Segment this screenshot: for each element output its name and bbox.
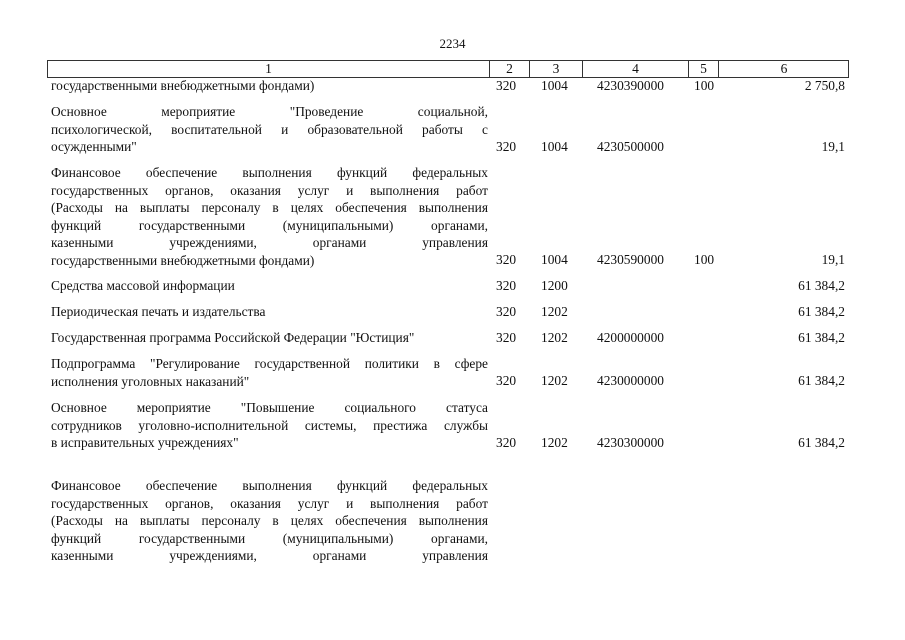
row-description <box>51 355 488 390</box>
row-description <box>51 77 488 95</box>
cell-target-article: 4230500000 <box>597 139 664 154</box>
description-line: Основное мероприятие "Проведение социальной, <box>51 104 488 119</box>
cell-amount: 61 384,2 <box>798 330 845 345</box>
description-line: государственными внебюджетными фондами) <box>51 78 315 93</box>
row-description <box>51 164 488 269</box>
cell-ministry: 320 <box>496 252 517 267</box>
header-col-5: 5 <box>688 61 718 77</box>
cell-target-article: 4200000000 <box>597 330 664 345</box>
cell-amount: 2 750,8 <box>804 78 845 93</box>
table-row <box>47 77 847 95</box>
cell-target-article: 4230590000 <box>597 252 664 267</box>
description-line: Средства массовой информации <box>51 278 235 293</box>
cell-section: 1202 <box>541 330 568 345</box>
cell-ministry: 320 <box>496 330 517 345</box>
cell-amount: 19,1 <box>821 139 845 154</box>
cell-ministry: 320 <box>496 435 517 450</box>
header-col-4: 4 <box>582 61 688 77</box>
cell-amount: 19,1 <box>821 252 845 267</box>
description-line: психологической, воспитательной и образовательной работы с <box>51 121 488 137</box>
row-description <box>51 277 488 295</box>
cell-expense-type: 100 <box>694 78 715 93</box>
cell-section: 1202 <box>541 373 568 388</box>
cell-target-article: 4230300000 <box>597 435 664 450</box>
description-line: Периодическая печать и издательства <box>51 304 266 319</box>
cell-section: 1004 <box>541 139 568 154</box>
cell-section: 1202 <box>541 304 568 319</box>
description-line: Государственная программа Российской Федерации "Юстиция" <box>51 330 415 345</box>
cell-section: 1004 <box>541 252 568 267</box>
cell-ministry: 320 <box>496 139 517 154</box>
cell-ministry: 320 <box>496 304 517 319</box>
cell-amount: 61 384,2 <box>798 304 845 319</box>
header-col-6: 6 <box>718 61 849 77</box>
table-header <box>47 60 849 78</box>
description-line: функций государственными (муниципальными) органами, <box>51 530 488 546</box>
description-line: государственных органов, оказания услуг и выполнения работ <box>51 495 488 511</box>
cell-ministry: 320 <box>496 373 517 388</box>
description-line: казенными учреждениями, органами управления <box>51 235 488 250</box>
row-description <box>51 103 488 156</box>
description-line: (Расходы на выплаты персоналу в целях обеспечения выполнения <box>51 513 488 528</box>
page-number: 2234 <box>439 36 466 51</box>
row-description <box>51 399 488 452</box>
row-description <box>51 477 488 565</box>
description-line: государственными внебюджетными фондами) <box>51 252 315 268</box>
description-line: функций государственными (муниципальными) органами, <box>51 217 488 233</box>
description-line: Подпрограмма "Регулирование государственной политики в сфере <box>51 356 488 371</box>
cell-ministry: 320 <box>496 78 517 93</box>
description-line: казенными учреждениями, органами управления <box>51 548 488 563</box>
header-col-1: 1 <box>265 61 272 76</box>
cell-ministry: 320 <box>496 278 517 293</box>
description-line: в исправительных учреждениях" <box>51 435 239 450</box>
description-line: Финансовое обеспечение выполнения функций федеральных <box>51 165 488 180</box>
cell-target-article: 4230000000 <box>597 373 664 388</box>
header-col-3: 3 <box>529 61 582 77</box>
description-line: (Расходы на выплаты персоналу в целях обеспечения выполнения <box>51 200 488 215</box>
description-line: государственных органов, оказания услуг и выполнения работ <box>51 182 488 198</box>
description-line: осужденными" <box>51 139 137 154</box>
cell-amount: 61 384,2 <box>798 278 845 293</box>
description-line: исполнения уголовных наказаний" <box>51 373 250 389</box>
cell-target-article: 4230390000 <box>597 78 664 93</box>
description-line: сотрудников уголовно-исполнительной системы, престижа службы <box>51 417 488 433</box>
description-line: Основное мероприятие "Повышение социального статуса <box>51 400 488 415</box>
cell-amount: 61 384,2 <box>798 435 845 450</box>
description-line: Финансовое обеспечение выполнения функций федеральных <box>51 478 488 493</box>
cell-section: 1200 <box>541 278 568 293</box>
row-description <box>51 303 488 321</box>
row-description <box>51 329 488 347</box>
cell-section: 1004 <box>541 78 568 93</box>
header-col-2: 2 <box>489 61 529 77</box>
cell-expense-type: 100 <box>694 252 715 267</box>
cell-section: 1202 <box>541 435 568 450</box>
cell-amount: 61 384,2 <box>798 373 845 388</box>
